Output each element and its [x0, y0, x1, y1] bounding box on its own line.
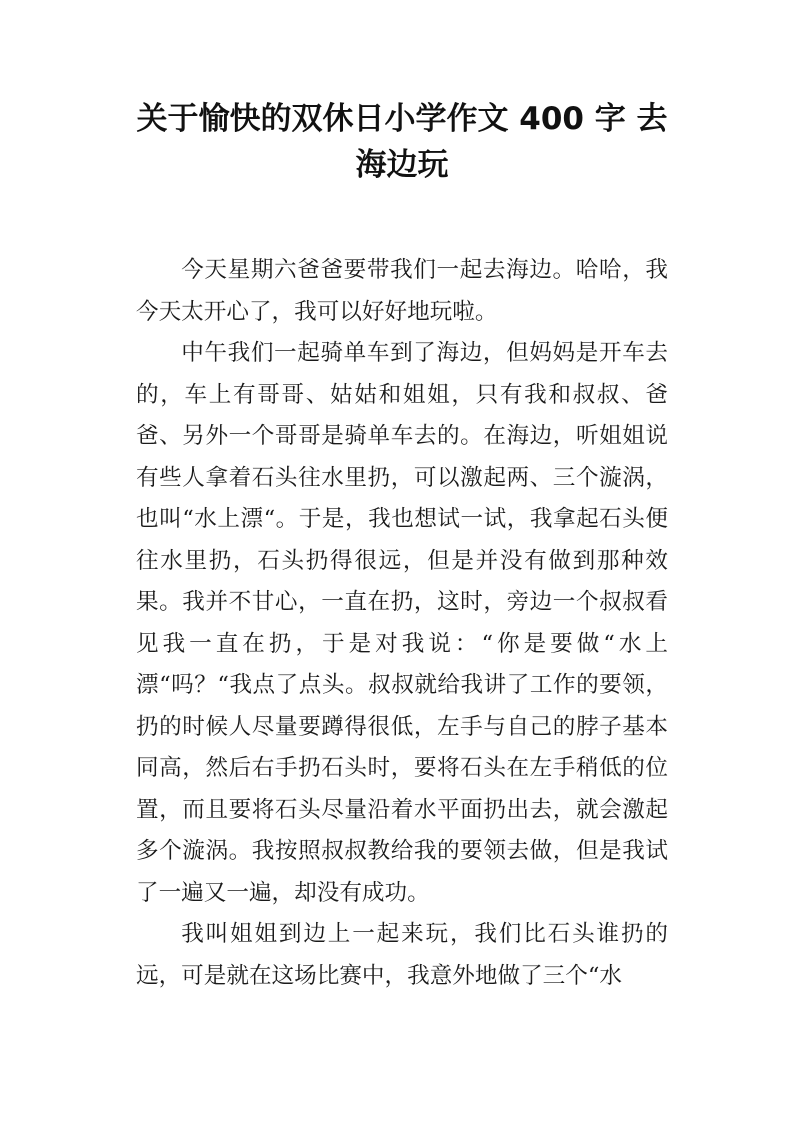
document-body: [136, 250, 668, 997]
paragraph-2: 中午我们一起骑单车到了海边，但妈妈是开车去的，车上有哥哥、姑姑和姐姐，只有我和叔叔、爸爸、另外一个哥哥是骑单车去的。在海边，听姐姐说有些人拿着石头往水里扔，可以激起两、三个漩涡，也叫“水上漂“。于是，我也想试一试，我拿起石头便往水里扔，石头扔得很远，但是并没有做到那种效果。我并不甘心，一直在扔，这时，旁边一个叔叔看见我一直在扔，于是对我说：“你是要做“水上漂“吗？“我点了点头。叔叔就给我讲了工作的要领，扔的时候人尽量要蹲得很低，左手与自己的脖子基本同高，然后右手扔石头时，要将石头在左手稍低的位置，而且要将石头尽量沿着水平面扔出去，就会激起多个漩涡。我按照叔叔教给我的要领去做，但是我试了一遍又一遍，却没有成功。: [136, 340, 668, 906]
document-title: [136, 96, 668, 188]
paragraph-1: 今天星期六爸爸要带我们一起去海边。哈哈，我今天太开心了，我可以好好地玩啦。: [136, 257, 668, 325]
title-line-2: 海边玩: [355, 147, 449, 183]
paragraph-3: 我叫姐姐到边上一起来玩，我们比石头谁扔的远，可是就在这场比赛中，我意外地做了三个“水: [136, 921, 668, 989]
title-line-1: 关于愉快的双休日小学作文 400 字 去: [136, 101, 668, 137]
